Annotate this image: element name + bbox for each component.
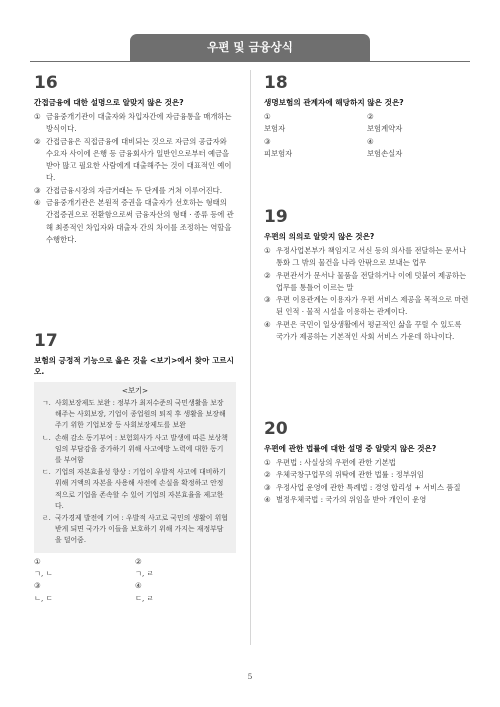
option-marker: ③: [34, 185, 41, 195]
option-marker: ①: [264, 458, 271, 467]
option-2[interactable]: [264, 469, 470, 481]
option-2[interactable]: [34, 136, 236, 185]
question-stem: 보험의 긍정적 기능으로 옳은 것을 <보기>에서 찾아 고르시오.: [34, 356, 234, 376]
question-stem: 우편에 관한 법률에 대한 설명 중 알맞지 않은 것은?: [264, 444, 437, 453]
option-4[interactable]: [264, 319, 470, 344]
option-4[interactable]: [135, 580, 236, 605]
option-marker: ④: [264, 319, 271, 329]
option-text: 금융중개기관이 대출자와 차입자간에 자금융통을 매개하는 방식이다.: [46, 112, 232, 134]
option-text: ㄱ, ㄹ: [135, 568, 154, 578]
option-list: [264, 111, 470, 160]
option-text: 보험자: [264, 124, 286, 134]
option-marker: ④: [264, 494, 271, 504]
question-17: [34, 332, 236, 605]
bogi-item-1: [42, 398, 228, 432]
question-number: 20: [264, 419, 288, 439]
option-text: 보험손실자: [367, 148, 403, 158]
bogi-text: 국가경제 발전에 기여 : 우발적 사고로 국민의 생활이 위협받게 되면 국가가 이들을 보호하기 위해 가지는 재정부담을 덜어줌.: [55, 514, 228, 545]
option-text: 별정우체국법 : 국가의 위임을 받아 개인이 운영: [276, 494, 427, 504]
option-3[interactable]: [264, 136, 367, 161]
option-text: 우편은 국민이 일상생활에서 평균적인 삶을 꾸릴 수 있도록 국가가 제공하는 기본적인 사회 서비스 가운데 하나이다.: [276, 319, 462, 342]
option-text: ㄷ, ㄹ: [135, 593, 154, 603]
option-2[interactable]: [367, 111, 470, 136]
option-3[interactable]: [34, 580, 135, 605]
bogi-text: 손해 감소 동기부여 : 보험회사가 사고 발생에 따른 보상책임의 부담감을 증가하기 위해 사고예방 노력에 대한 동기를 부여함: [55, 433, 228, 465]
bogi-item-3: [42, 467, 228, 512]
option-text: 우정사업 운영에 관한 특례법 : 경영 합리성 + 서비스 품질: [276, 482, 461, 492]
bogi-marker: ㄴ.: [42, 433, 51, 442]
option-text: 보험계약자: [367, 124, 403, 134]
question-16: [34, 74, 236, 246]
bogi-title: <보기>: [121, 386, 149, 395]
option-list: [264, 457, 470, 506]
option-list: [34, 111, 236, 246]
option-text: 우체국창구업무의 위탁에 관한 법률 : 정부위임: [276, 470, 424, 480]
option-marker: ①: [34, 112, 41, 121]
option-1[interactable]: [264, 457, 470, 469]
bogi-text: 기업의 자본효율성 향상 : 기업이 우발적 사고에 대비하기 위해 거액의 자본을 사용해 사전에 손실을 확정하고 안정적으로 기업을 존속할 수 있어 기업의 자본효율을 제고한다.: [55, 468, 226, 510]
bogi-box: [34, 382, 236, 553]
option-text: 피보험자: [264, 148, 293, 158]
option-marker: ④: [367, 136, 374, 146]
question-number: 16: [34, 73, 58, 93]
option-1[interactable]: [34, 111, 236, 136]
option-1[interactable]: [34, 556, 135, 581]
page-number: 5: [247, 672, 253, 681]
option-marker: ②: [264, 470, 271, 480]
column-divider: [250, 70, 251, 645]
option-1[interactable]: [264, 111, 367, 136]
option-text: 우편 이용관계는 이용자가 우편 서비스 제공을 목적으로 마련된 인적 · 물적 시설을 이용하는 관계이다.: [276, 295, 469, 317]
option-text: 우편법 : 사실상의 우편에 관한 기본법: [276, 458, 396, 467]
question-stem: 생명보험의 관계자에 해당하지 않은 것은?: [264, 98, 404, 107]
option-marker: ②: [367, 112, 374, 121]
option-3[interactable]: [264, 482, 470, 494]
question-stem: 우편의 의의로 알맞지 않은 것은?: [264, 232, 375, 241]
question-20: [264, 420, 470, 506]
question-stem: 간접금융에 대한 설명으로 알맞지 않은 것은?: [34, 98, 184, 107]
option-3[interactable]: [264, 294, 470, 319]
option-4[interactable]: [34, 197, 236, 246]
section-title: 우편 및 금융상식: [130, 34, 370, 61]
question-number: 18: [264, 73, 288, 93]
option-text: 우편관서가 문서나 물품을 전달하거나 이에 덧붙여 제공하는 업무를 통틀어 이르는 말: [276, 270, 467, 292]
option-marker: ②: [135, 556, 142, 566]
bogi-item-4: [42, 513, 228, 547]
bogi-marker: ㄹ.: [42, 514, 51, 523]
question-19: [264, 208, 470, 343]
bogi-item-2: [42, 433, 228, 467]
option-4[interactable]: [367, 136, 470, 161]
option-marker: ④: [34, 198, 41, 208]
header-rule: [30, 61, 470, 62]
bogi-marker: ㄱ.: [42, 399, 51, 407]
option-marker: ③: [264, 482, 271, 492]
option-marker: ②: [264, 270, 271, 280]
bogi-text: 사회보장제도 보완 : 정부가 최저수준의 국민생활을 보장해주는 사회보장, 기업이 종업원의 퇴직 후 생활을 보장해주기 위한 기업보장 등 사회보장제도를 보완: [55, 399, 226, 430]
option-text: 간접금융시장의 자금거래는 두 단계를 거쳐 이루어진다.: [46, 185, 223, 195]
option-marker: ②: [34, 136, 41, 146]
bogi-marker: ㄷ.: [42, 468, 51, 477]
option-marker: ③: [264, 136, 271, 146]
option-text: ㄱ, ㄴ: [34, 568, 53, 578]
option-2[interactable]: [264, 270, 470, 295]
option-text: 우정사업본부가 책임지고 서신 등의 의사를 전달하는 문서나 통화 그 밖의 물건을 나라 안팎으로 보내는 업무: [276, 246, 467, 268]
question-number: 19: [264, 207, 288, 227]
option-list: [264, 245, 470, 343]
question-number: 17: [34, 331, 58, 351]
question-18: [264, 74, 470, 160]
option-text: 간접금융은 직접금융에 대비되는 것으로 자금의 공급자와 수요자 사이에 은행 등 금융회사가 일반인으로부터 예금을 받아 많고 필요한 사람에게 대출해주는 것이 대표적인 예이다.: [46, 136, 232, 183]
option-marker: ①: [34, 556, 41, 566]
option-list: [34, 556, 236, 605]
option-3[interactable]: [34, 185, 236, 197]
option-4[interactable]: [264, 494, 470, 506]
option-marker: ③: [34, 581, 41, 591]
option-text: 금융중개기관은 본원적 증권을 대출자가 선호하는 형태의 간접증권으로 전환함으로써 금융자산의 형태 · 종류 등에 관해 최종적인 차입자와 대출자 간의 차이를 조정하는 역할을 수행한다.: [46, 198, 234, 244]
option-text: ㄴ, ㄷ: [34, 593, 53, 603]
option-marker: ①: [264, 246, 271, 255]
option-marker: ④: [135, 581, 142, 591]
option-marker: ③: [264, 295, 271, 305]
option-marker: ①: [264, 112, 271, 121]
option-1[interactable]: [264, 245, 470, 270]
option-2[interactable]: [135, 556, 236, 581]
